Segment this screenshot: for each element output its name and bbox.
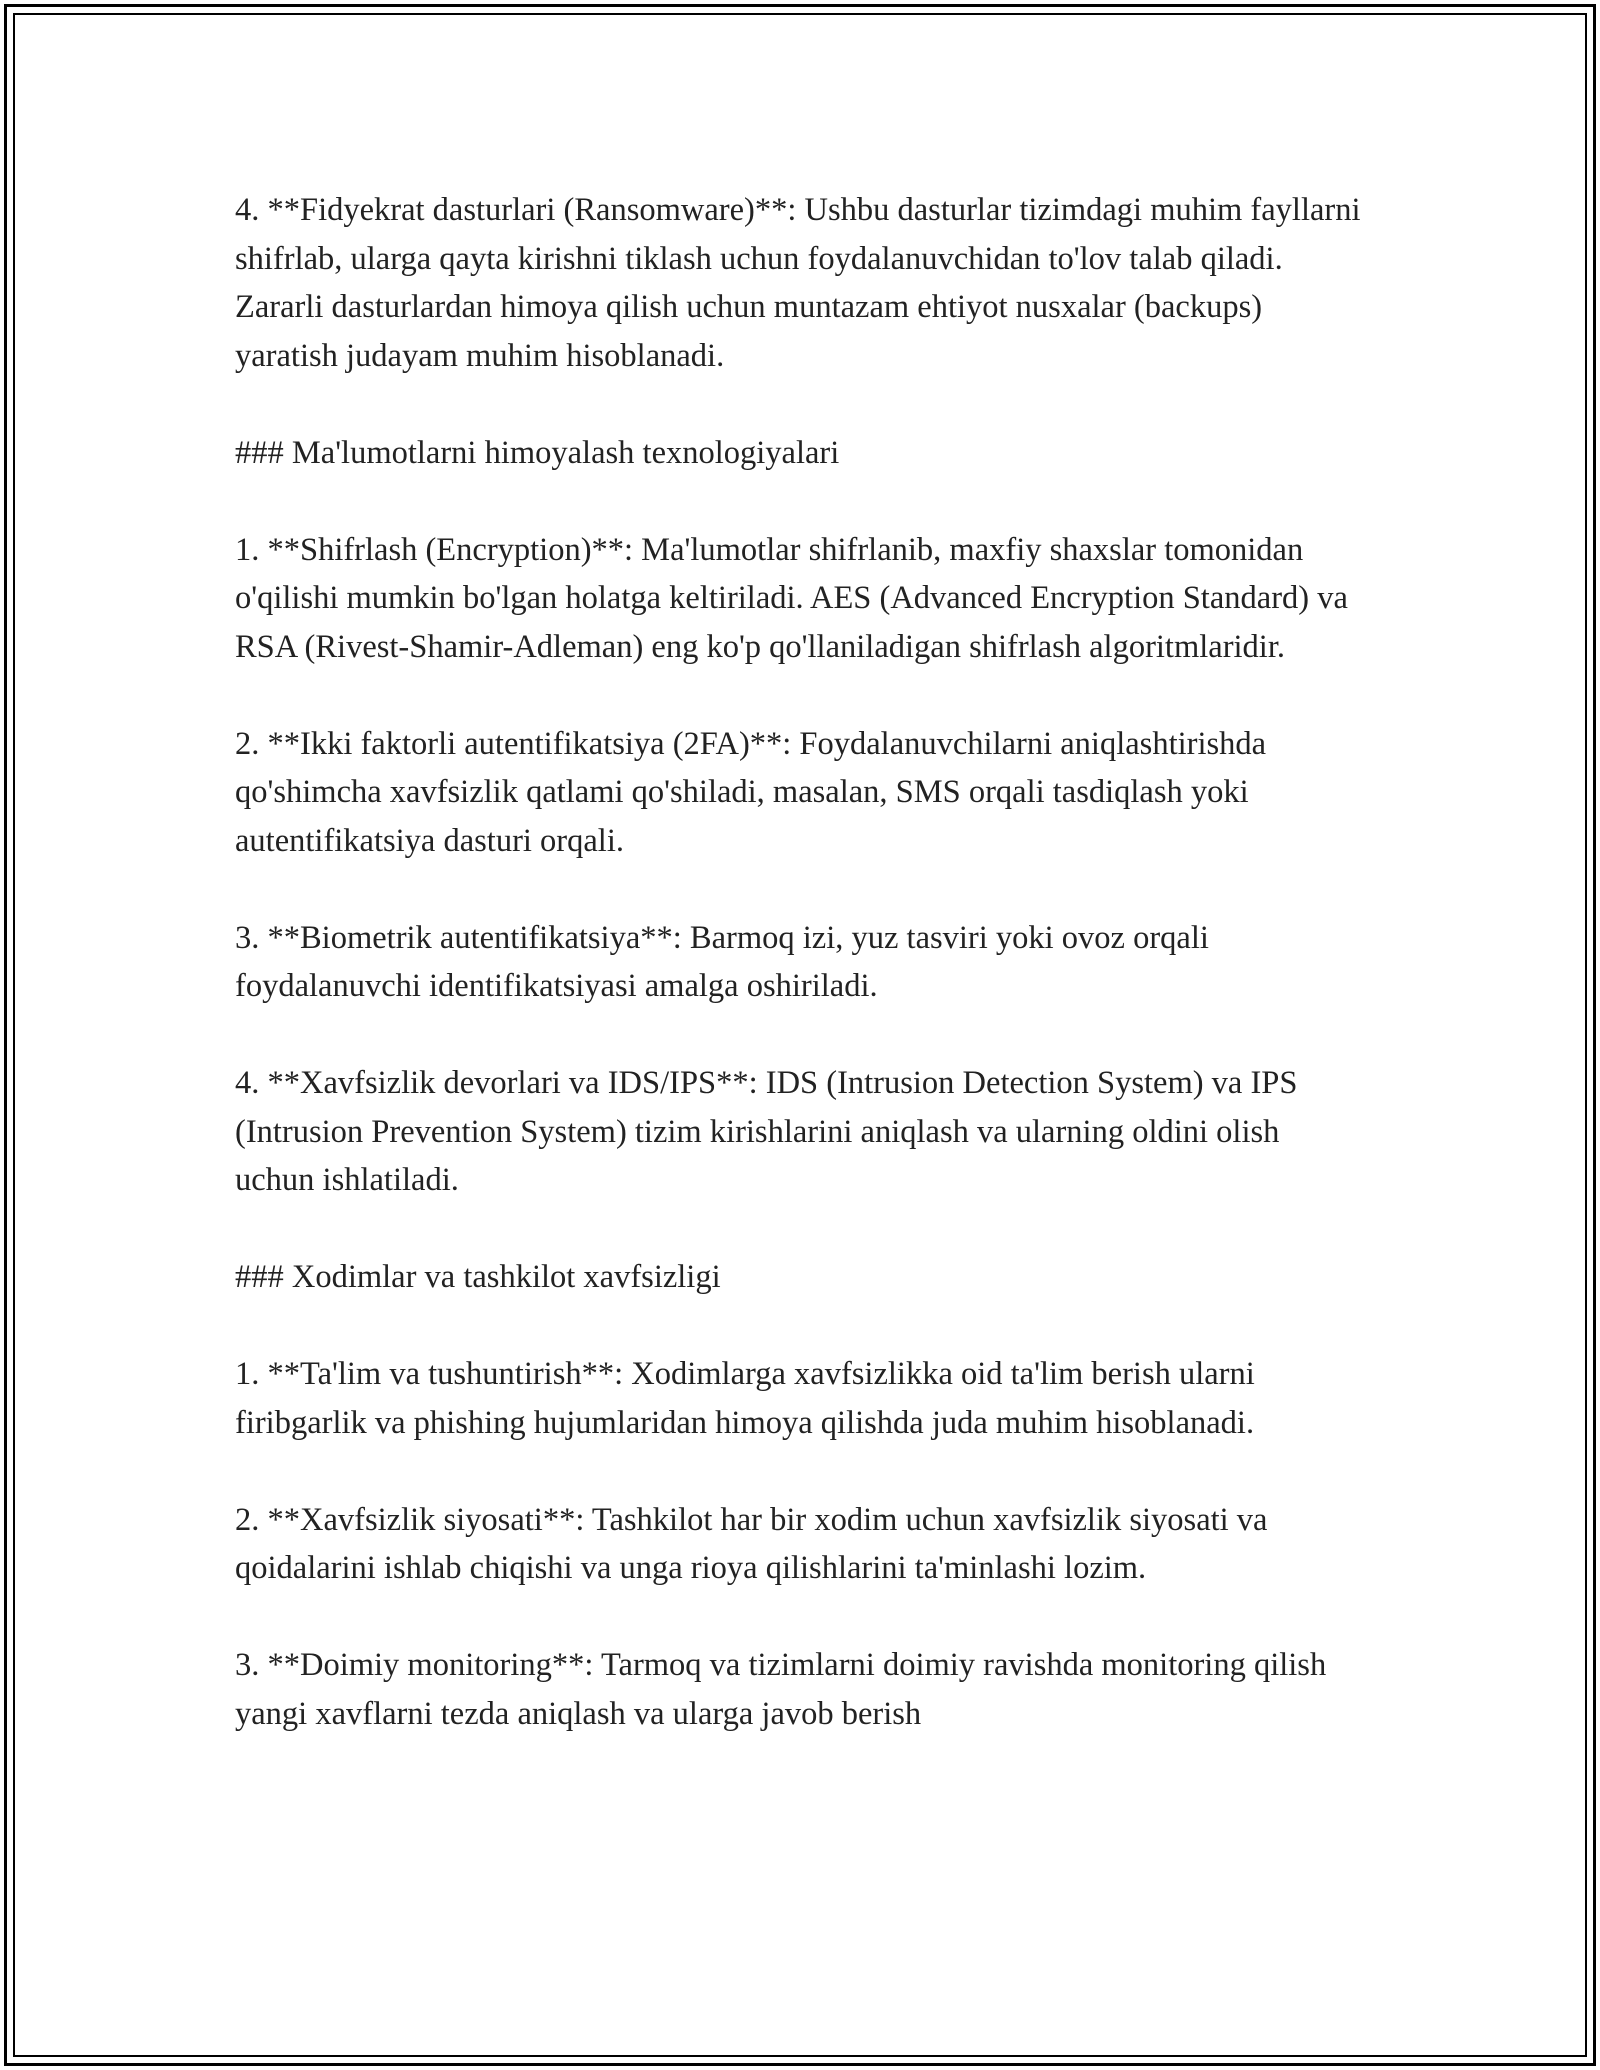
section-heading-staff-security: ### Xodimlar va tashkilot xavfsizligi [235,1259,721,1295]
list-item-ransomware: 4. **Fidyekrat dasturlari (Ransomware)**: Ushbu dasturlar tizimdagi muhim fayllarni shifrlab, ularga qayta kirishni tiklash uchun foydalanuvchidan to'lov talab qiladi. Zararli dasturlardan himoya qilish uchun muntazam ehtiyot nusxalar (backups) yaratish judayam muhim hisoblanadi. [235,192,1361,374]
list-item-biometric: 3. **Biometrik autentifikatsiya**: Barmoq izi, yuz tasviri yoki ovoz orqali foydalanuvchi identifikatsiyasi amalga oshiriladi. [235,919,1209,1004]
list-item-security-policy: 2. **Xavfsizlik siyosati**: Tashkilot har bir xodim uchun xavfsizlik siyosati va qoidalarini ishlab chiqishi va unga rioya qilishlarini ta'minlashi lozim. [235,1501,1268,1586]
list-item-encryption: 1. **Shifrlash (Encryption)**: Ma'lumotlar shifrlanib, maxfiy shaxslar tomonidan o'qilishi mumkin bo'lgan holatga keltiriladi. AES (Advanced Encryption Standard) va RSA (Rivest-Shamir-Adleman) eng ko'p qo'llaniladigan shifrlash algoritmlaridir. [235,531,1348,665]
section-heading-data-protection: ### Ma'lumotlarni himoyalash texnologiyalari [235,434,840,471]
list-item-firewalls-ids-ips: 4. **Xavfsizlik devorlari va IDS/IPS**: IDS (Intrusion Detection System) va IPS (Intrusion Prevention System) tizim kirishlarini aniqlash va ularning oldini olish uchun ishlatiladi. [235,1065,1298,1198]
list-item-training: 1. **Ta'lim va tushuntirish**: Xodimlarga xavfsizlikka oid ta'lim berish ularni firibgarlik va phishing hujumlaridan himoya qilishda juda muhim hisoblanadi. [235,1356,1255,1441]
document-body [235,186,1365,1738]
list-item-monitoring: 3. **Doimiy monitoring**: Tarmoq va tizimlarni doimiy ravishda monitoring qilish yangi xavflarni tezda aniqlash va ularga javob berish [235,1647,1327,1732]
list-item-2fa: 2. **Ikki faktorli autentifikatsiya (2FA)**: Foydalanuvchilarni aniqlashtirishda qo'shimcha xavfsizlik qatlami qo'shiladi, masalan, SMS orqali tasdiqlash yoki autentifikatsiya dasturi orqali. [235,725,1267,859]
